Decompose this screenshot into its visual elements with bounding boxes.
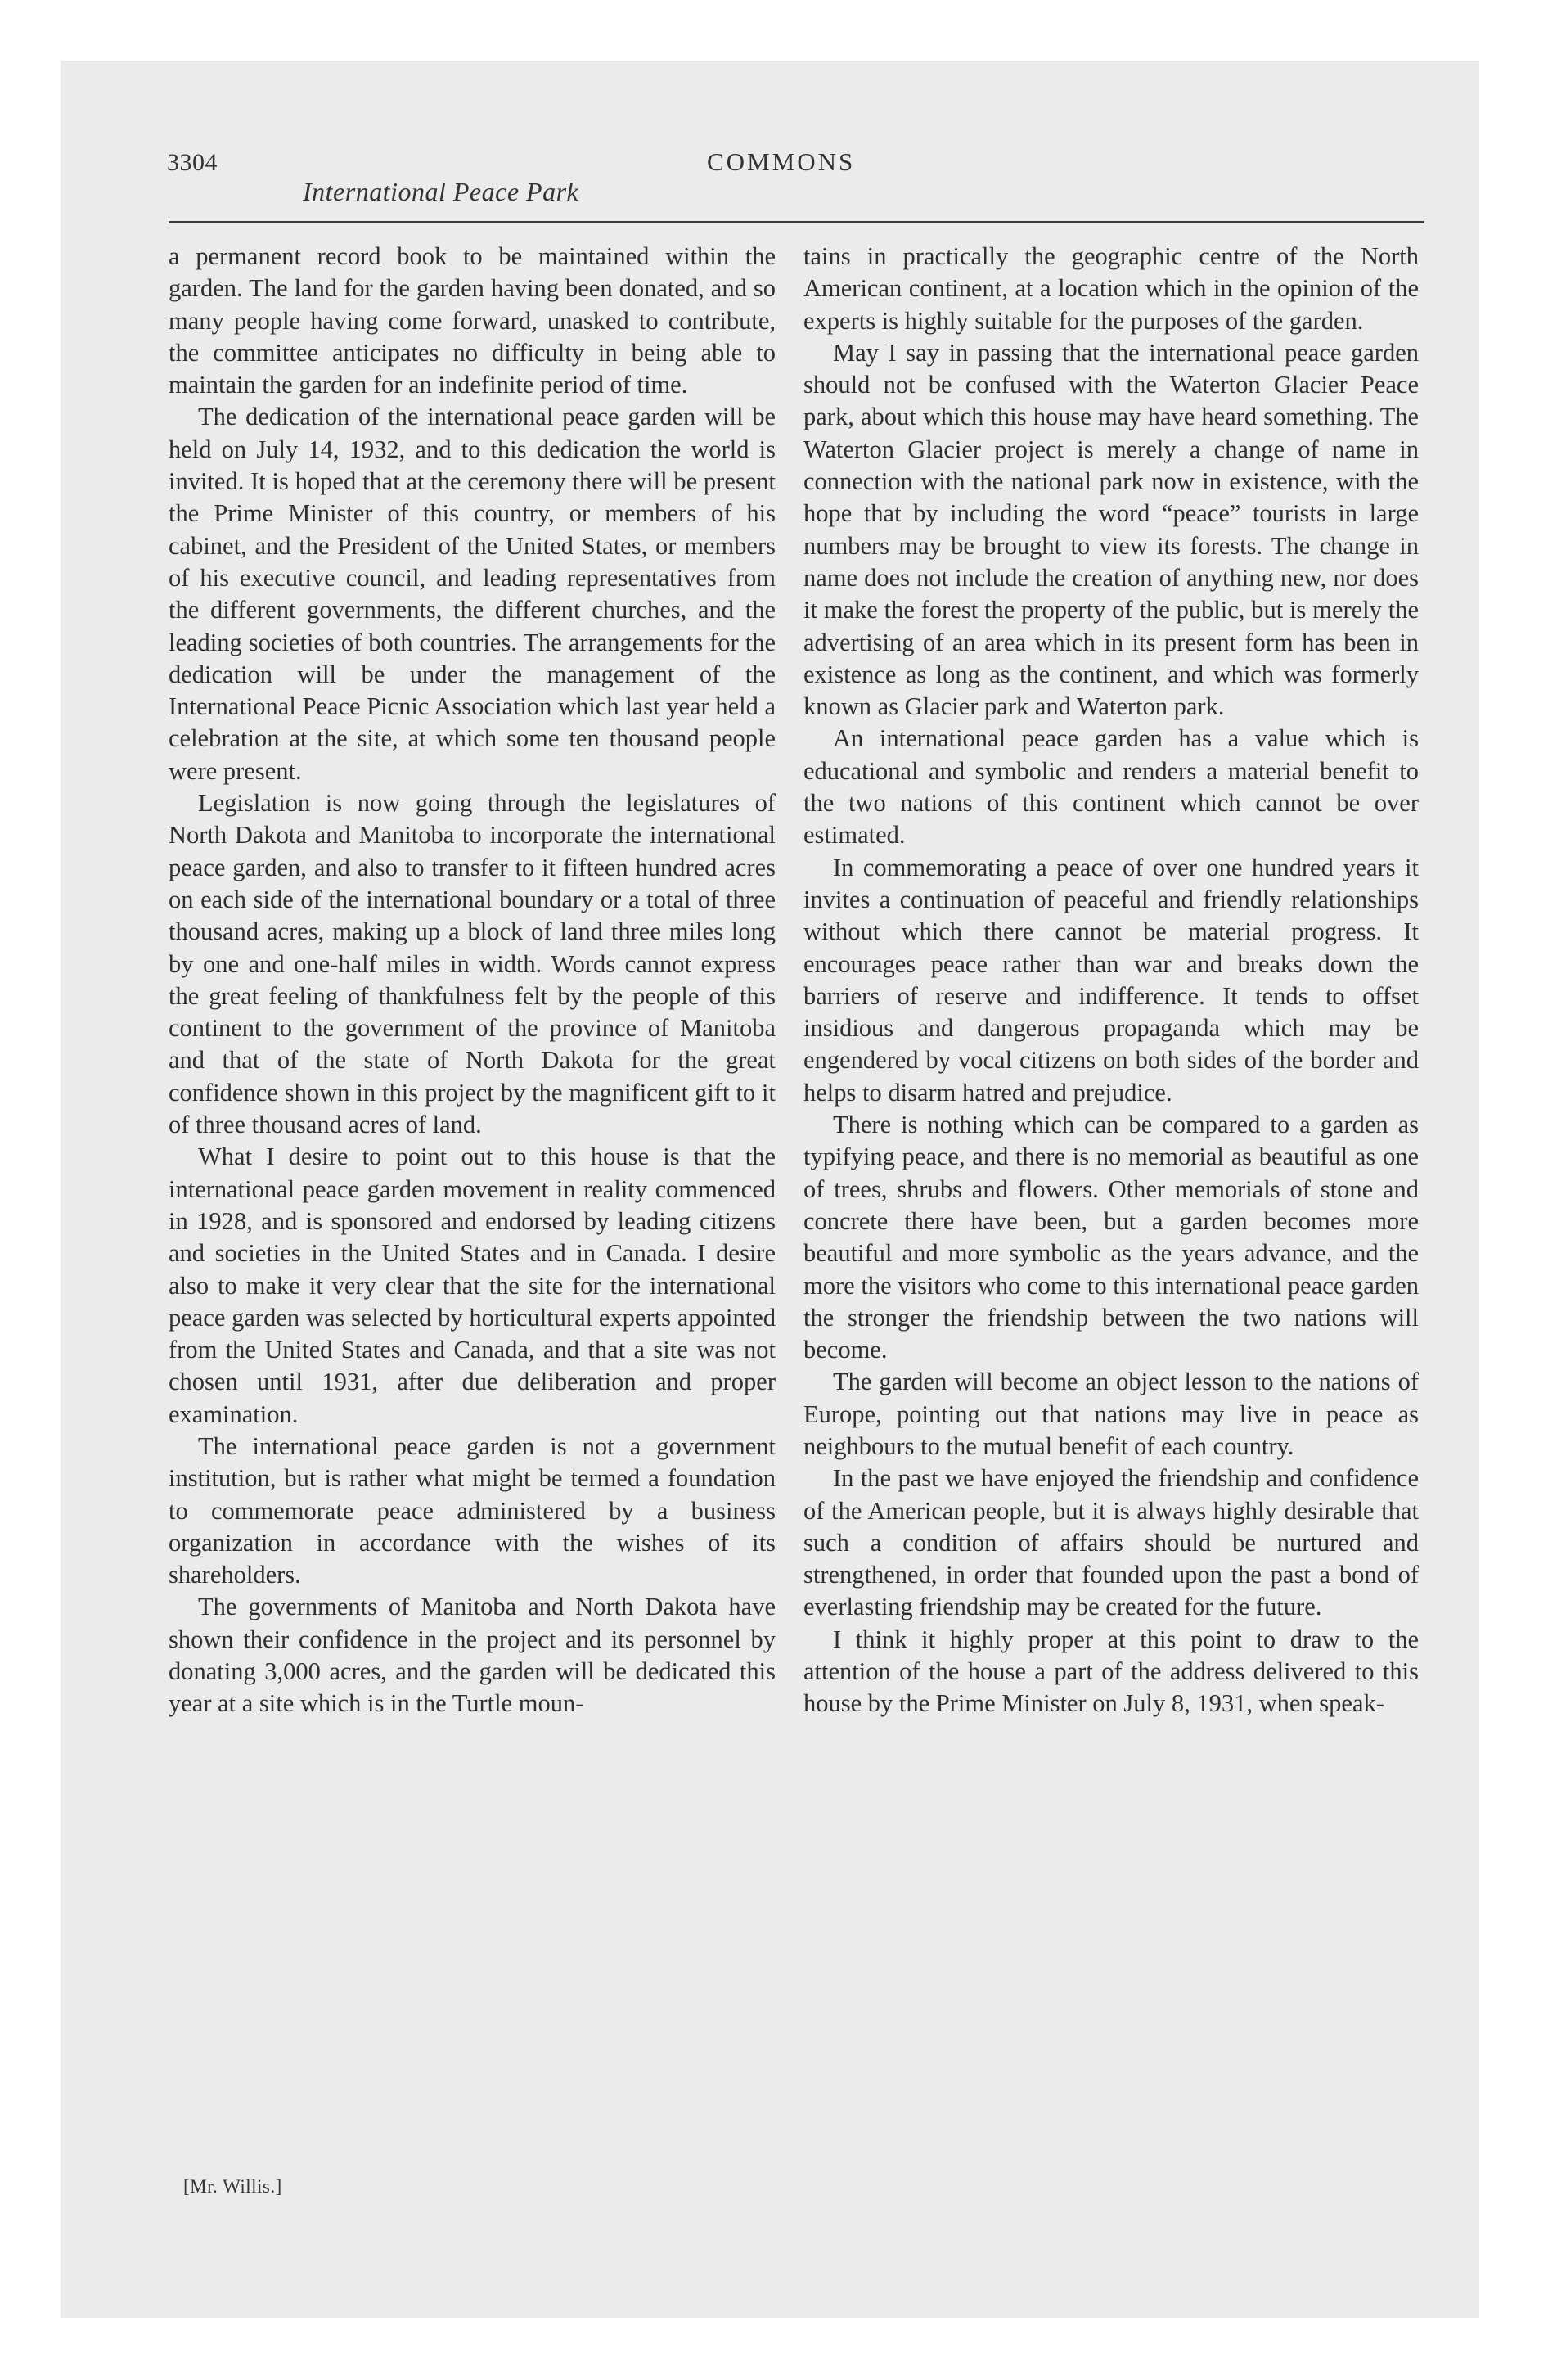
- paragraph: The governments of Manitoba and North Dakota have shown their confidence in the project and its personnel by donating 3,000 acres, and the garden will be dedicated this year at a site which is in the Turtle moun-: [169, 1593, 776, 1718]
- paragraph: I think it highly proper at this point to draw to the attention of the house a part of the address delivered to this house by the Prime Minister on July 8, 1931, when speak-: [803, 1625, 1419, 1718]
- paragraph: The international peace garden is not a government institution, but is rather what might be termed a foundation to commemorate peace administered by a business organization in accordance with the wishes of its shareholders.: [169, 1431, 776, 1589]
- left-column: [169, 241, 776, 1720]
- page-number: 3304: [167, 149, 218, 176]
- paragraph: What I desire to point out to this house is that the international peace garden movement in reality commenced in 1928, and is sponsored and endorsed by leading citizens and societies in the United States and in Canada. I desire also to make it very clear that the site for the international peace garden was selected by horticultural experts appointed from the United States and Canada, and that a site was not chosen until 1931, after due deliberation and proper examination.: [169, 1143, 776, 1428]
- paragraph: Legislation is now going through the legislatures of North Dakota and Manitoba to incorporate the international peace garden, and also to transfer to it fifteen hundred acres on each side of the international boundary or a total of three thousand acres, making up a block of land three miles long by one and one-half miles in width. Words cannot express the great feeling of thankfulness felt by the people of this continent to the government of the province of Manitoba and that of the state of North Dakota for the great confidence shown in this project by the magnificent gift to it of three thousand acres of land.: [169, 789, 776, 1139]
- paragraph: May I say in passing that the international peace garden should not be confused with the Waterton Glacier Peace park, about which this house may have heard something. The Waterton Glacier project is merely a change of name in connection with the national park now in existence, with the hope that by including the word “peace” tourists in large numbers may be brought to view its forests. The change in name does not include the creation of anything new, nor does it make the forest the property of the public, but is merely the advertising of an area which in its present form has been in existence as long as the continent, and which was formerly known as Glacier park and Waterton park.: [803, 338, 1419, 721]
- header-rule: [169, 221, 1424, 223]
- speaker-attribution: [Mr. Willis.]: [183, 2176, 282, 2197]
- paragraph: a permanent record book to be maintained within the garden. The land for the garden having been donated, and so many people having come forward, unasked to contribute, the committee anticipates no difficulty in being able to maintain the garden for an indefinite period of time.: [169, 242, 776, 399]
- paragraph: In the past we have enjoyed the friendship and confidence of the American people, but it is always highly desirable that such a condition of affairs should be nurtured and strengthened, in order that founded upon the past a bond of everlasting friendship may be created for the future.: [803, 1464, 1419, 1621]
- paragraph: In commemorating a peace of over one hundred years it invites a continuation of peaceful and friendly relationships without which there cannot be material progress. It encourages peace rather than war and breaks down the barriers of reserve and indifference. It tends to offset insidious and dangerous propaganda which may be engendered by vocal citizens on both sides of the border and helps to disarm hatred and prejudice.: [803, 853, 1419, 1107]
- running-head: COMMONS: [707, 147, 856, 176]
- right-column: [803, 241, 1419, 1720]
- paragraph: There is nothing which can be compared to a garden as typifying peace, and there is no memorial as beautiful as one of trees, shrubs and flowers. Other memorials of stone and concrete there have been, but a garden becomes more beautiful and more symbolic as the years advance, and the more the visitors who come to this international peace garden the stronger the friendship between the two nations will become.: [803, 1111, 1419, 1364]
- paragraph: The dedication of the international peace garden will be held on July 14, 1932, and to this dedication the world is invited. It is hoped that at the ceremony there will be present the Prime Minister of this country, or members of his cabinet, and the President of the United States, or members of his executive council, and leading representatives from the different governments, the different churches, and the leading societies of both countries. The arrangements for the dedication will be under the management of the International Peace Picnic Association which last year held a celebration at the site, at which some ten thousand people were present.: [169, 403, 776, 785]
- section-title: International Peace Park: [303, 177, 579, 206]
- paragraph: The garden will become an object lesson to the nations of Europe, pointing out that nations may live in peace as neighbours to the mutual benefit of each country.: [803, 1368, 1419, 1460]
- paragraph: tains in practically the geographic centre of the North American continent, at a location which in the opinion of the experts is highly suitable for the purposes of the garden.: [803, 242, 1419, 335]
- paragraph: An international peace garden has a value which is educational and symbolic and renders a material benefit to the two nations of this continent which cannot be over estimated.: [803, 724, 1419, 850]
